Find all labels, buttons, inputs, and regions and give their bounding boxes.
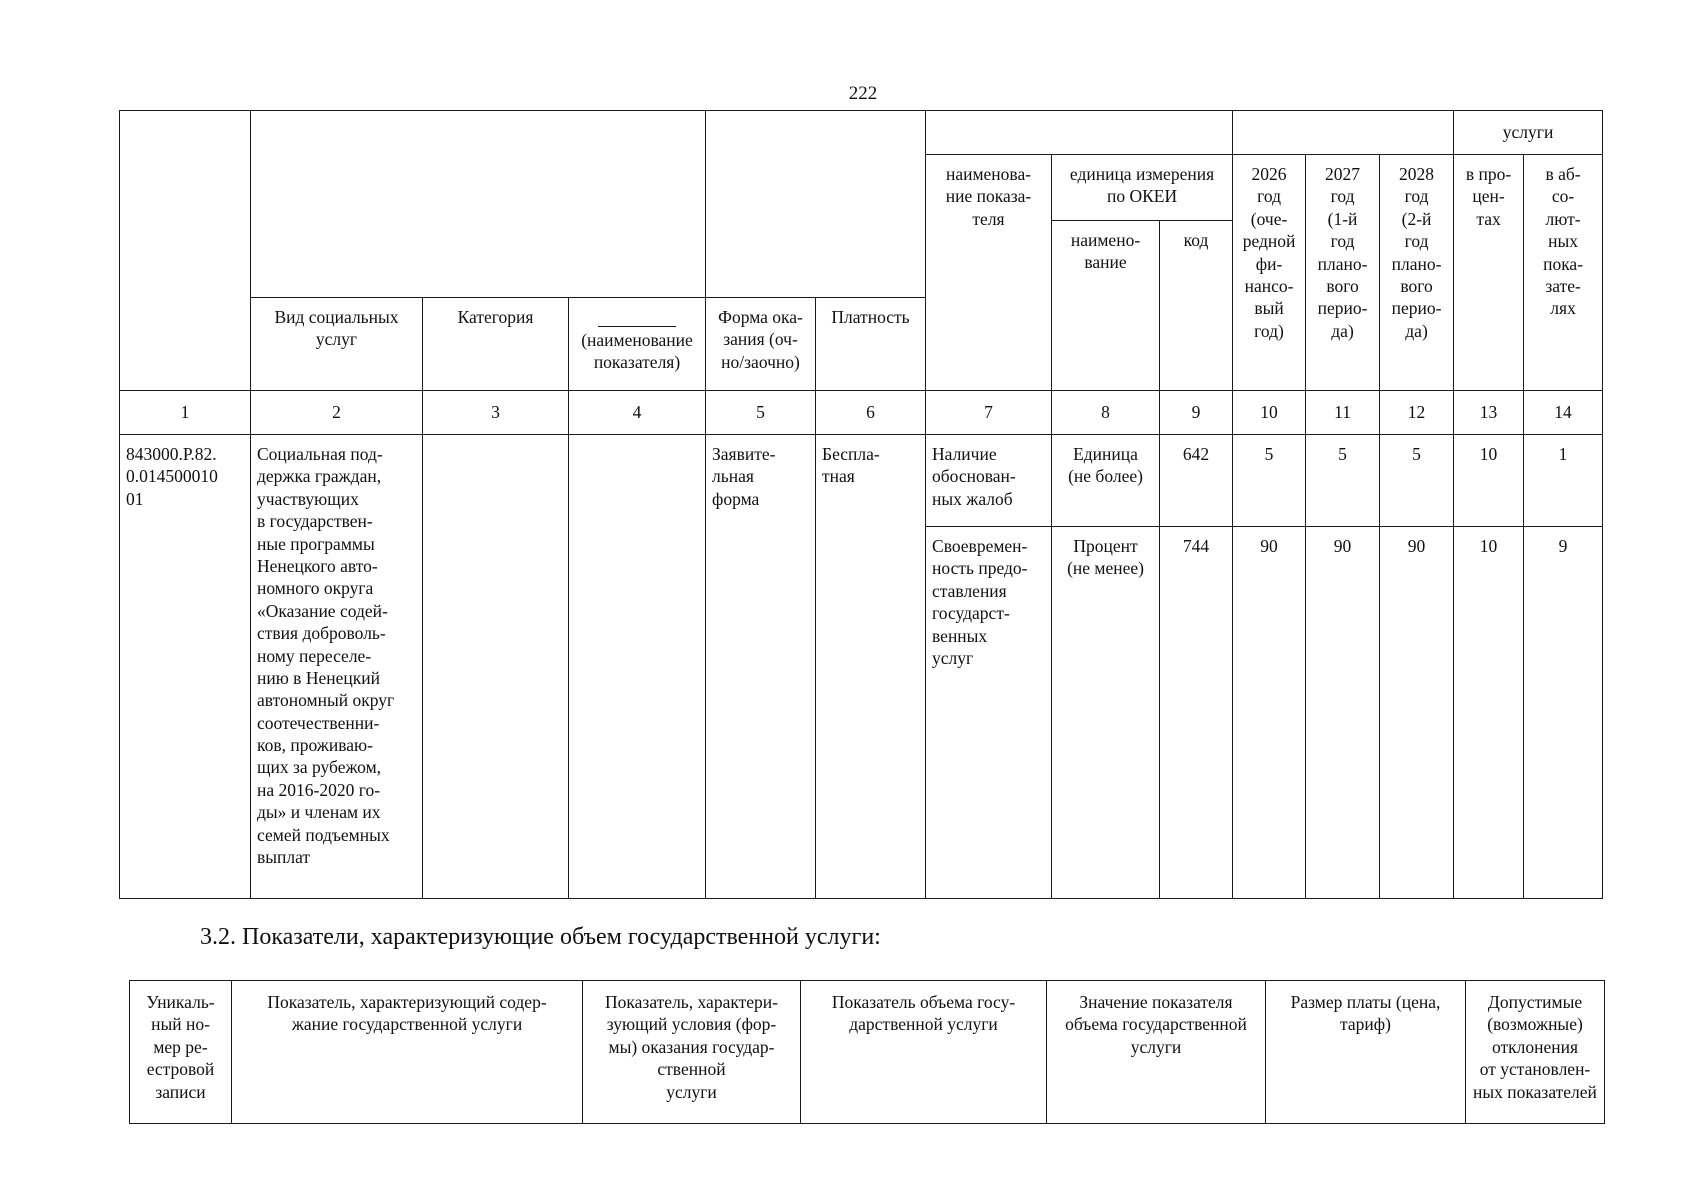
okei-code: 744 <box>1160 527 1233 899</box>
header-volume-value: Значение показателя объема государственной услуги <box>1047 981 1266 1124</box>
header-year-2026: 2026 год (оче- редной фи- нансо- вый год) <box>1233 155 1306 391</box>
column-number: 9 <box>1160 391 1233 435</box>
table-row <box>120 435 1603 527</box>
registry-number: 843000.Р.82. 0.014500010 01 <box>120 435 251 899</box>
page-number: 222 <box>848 83 878 104</box>
quality-indicators-table <box>119 110 1603 899</box>
column-number: 1 <box>120 391 251 435</box>
value-2028: 90 <box>1380 527 1454 899</box>
column-number: 12 <box>1380 391 1454 435</box>
value-2026: 5 <box>1233 435 1306 527</box>
deviation-percent: 10 <box>1454 435 1524 527</box>
header-payment: Платность <box>816 298 926 391</box>
header-in-percent: в про- цен- тах <box>1454 155 1524 391</box>
value-2027: 90 <box>1306 527 1380 899</box>
header-blank-conditions <box>706 111 926 298</box>
value-2027: 5 <box>1306 435 1380 527</box>
header-blank-col1 <box>120 111 251 391</box>
deviation-absolute: 1 <box>1524 435 1603 527</box>
header-deviation: Допустимые (возможные) отклонения от установлен- ных показателей <box>1466 981 1605 1124</box>
column-number: 5 <box>706 391 816 435</box>
value-2026: 90 <box>1233 527 1306 899</box>
column-number: 3 <box>423 391 569 435</box>
column-number: 6 <box>816 391 926 435</box>
blank-line <box>598 326 676 327</box>
category <box>423 435 569 899</box>
header-row <box>130 981 1605 1124</box>
header-form: Форма ока- зания (оч- но/заочно) <box>706 298 816 391</box>
header-indicator-blank-label: (наименование показателя) <box>581 330 693 373</box>
column-number: 13 <box>1454 391 1524 435</box>
column-number: 11 <box>1306 391 1380 435</box>
column-number: 7 <box>926 391 1052 435</box>
indicator-name: Своевремен- ность предо- ставления государст- венных услуг <box>926 527 1052 899</box>
header-indicator-name: наименова- ние показа- теля <box>926 155 1052 391</box>
header-blank-values <box>1233 111 1454 155</box>
service-type: Социальная под- держка граждан, участвующих в государствен- ные программы Ненецкого авто- номного округа «Оказание содей- ствия доброволь- ному переселе- нию в Ненецкий автономный округ соотечественни- ков, проживаю- щих за рубежом, на 2016-2020 го- ды» и членам их семей подъемных выплат <box>251 435 423 899</box>
header-okei-unit: единица измерения по ОКЕИ <box>1052 155 1233 221</box>
value-2028: 5 <box>1380 435 1454 527</box>
column-number: 8 <box>1052 391 1160 435</box>
header-volume-indicator: Показатель объема госу- дарственной услуги <box>801 981 1047 1124</box>
header-conditions-indicator: Показатель, характери- зующий условия (фор- мы) оказания государ- ственной услуги <box>583 981 801 1124</box>
unit-name: Процент (не менее) <box>1052 527 1160 899</box>
header-fee: Размер платы (цена, тариф) <box>1266 981 1466 1124</box>
deviation-absolute: 9 <box>1524 527 1603 899</box>
header-registry-number: Уникаль- ный но- мер ре- естровой записи <box>130 981 232 1124</box>
deviation-percent: 10 <box>1454 527 1524 899</box>
service-form: Заявите- льная форма <box>706 435 816 899</box>
column-number: 14 <box>1524 391 1603 435</box>
service-payment: Бесплa- тная <box>816 435 926 899</box>
column-number: 4 <box>569 391 706 435</box>
header-okei-name: наимено- вание <box>1052 221 1160 391</box>
header-year-2027: 2027 год (1-й год плано- вого перио- да) <box>1306 155 1380 391</box>
section-title: 3.2. Показатели, характеризующие объем государственной услуги: <box>200 924 881 950</box>
header-service-type: Вид социальных услуг <box>251 298 423 391</box>
indicator-name: Наличие обоснован- ных жалоб <box>926 435 1052 527</box>
header-service-deviation: услуги <box>1454 111 1603 155</box>
header-indicator-blank <box>569 298 706 391</box>
header-year-2028: 2028 год (2-й год плано- вого перио- да) <box>1380 155 1454 391</box>
okei-code: 642 <box>1160 435 1233 527</box>
unit-name: Единица (не более) <box>1052 435 1160 527</box>
header-blank-indicator <box>926 111 1233 155</box>
header-content-indicator: Показатель, характеризующий содер- жание государственной услуги <box>232 981 583 1124</box>
header-blank-content <box>251 111 706 298</box>
volume-indicators-table <box>129 980 1605 1124</box>
column-numbers-row <box>120 391 1603 435</box>
header-okei-code: код <box>1160 221 1233 391</box>
header-category: Категория <box>423 298 569 391</box>
indicator-blank <box>569 435 706 899</box>
column-number: 10 <box>1233 391 1306 435</box>
column-number: 2 <box>251 391 423 435</box>
header-in-absolute: в аб- со- лют- ных пока- зате- лях <box>1524 155 1603 391</box>
